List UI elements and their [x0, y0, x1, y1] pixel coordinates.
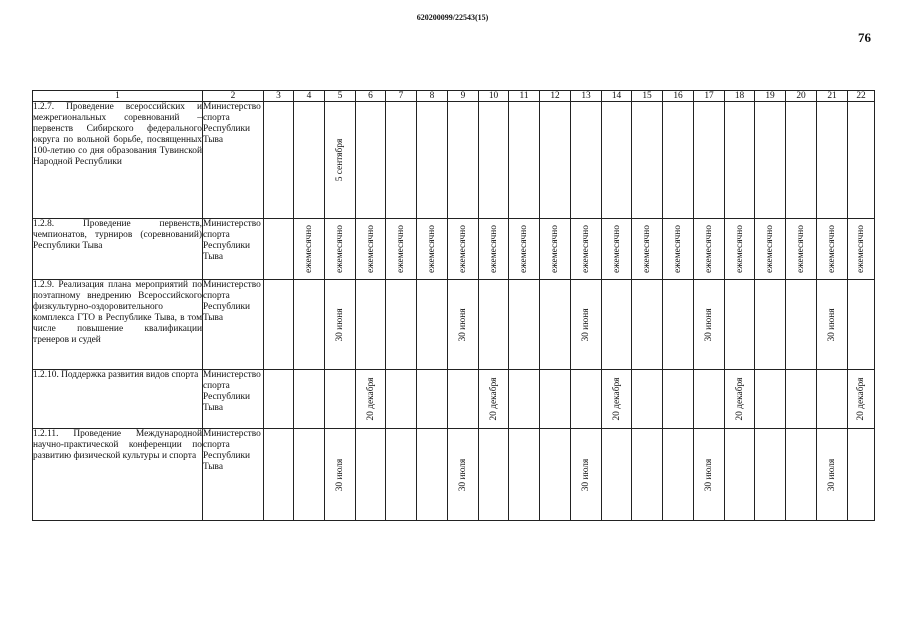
schedule-cell	[663, 280, 694, 370]
deadline-mark: 20 декабря	[734, 377, 745, 421]
schedule-cell	[694, 102, 725, 219]
schedule-cell	[848, 219, 875, 280]
schedule-cell	[264, 102, 294, 219]
activity-description: 1.2.11. Проведение Международной научно-практической конференции по развитию физической культуры и спорта	[33, 429, 203, 521]
schedule-cell	[786, 102, 817, 219]
schedule-cell	[817, 429, 848, 521]
deadline-mark: ежемесячно	[550, 225, 560, 273]
schedule-cell	[417, 102, 448, 219]
schedule-cell	[694, 370, 725, 429]
column-number: 18	[725, 91, 755, 102]
schedule-cell	[755, 219, 786, 280]
schedule-cell	[786, 429, 817, 521]
activity-description: 1.2.8. Проведение первенств, чемпионатов, турниров (соревнований) Республики Тыва	[33, 219, 203, 280]
table-row	[33, 280, 875, 370]
schedule-cell	[264, 370, 294, 429]
schedule-cell	[848, 102, 875, 219]
schedule-cell	[663, 429, 694, 521]
schedule-cell	[694, 280, 725, 370]
schedule-cell	[632, 280, 663, 370]
deadline-mark: ежемесячно	[335, 225, 345, 273]
schedule-cell	[848, 280, 875, 370]
deadline-mark: ежемесячно	[488, 225, 499, 273]
deadline-mark: ежемесячно	[304, 225, 314, 273]
schedule-cell	[509, 219, 540, 280]
schedule-cell	[571, 219, 602, 280]
deadline-mark: 20 декабря	[611, 377, 622, 421]
deadline-mark: 30 июля	[827, 458, 837, 491]
schedule-cell	[386, 429, 417, 521]
schedule-cell	[540, 102, 571, 219]
document-id: 620200099/22543(15)	[416, 13, 489, 22]
schedule-cell	[294, 429, 325, 521]
column-number: 7	[386, 91, 417, 102]
schedule-cell	[294, 370, 325, 429]
schedule-cell	[817, 219, 848, 280]
deadline-mark: 5 сентября	[335, 138, 345, 182]
deadline-mark: 30 июля	[458, 458, 468, 491]
schedule-cell	[602, 429, 632, 521]
schedule-cell	[509, 102, 540, 219]
schedule-cell	[848, 370, 875, 429]
deadline-mark: ежемесячно	[581, 225, 591, 273]
schedule-cell	[448, 280, 479, 370]
schedule-cell	[509, 370, 540, 429]
schedule-cell	[479, 429, 509, 521]
column-number: 17	[694, 91, 725, 102]
schedule-cell	[294, 280, 325, 370]
plan-table	[32, 90, 875, 521]
schedule-cell	[725, 429, 755, 521]
schedule-cell	[602, 280, 632, 370]
schedule-cell	[571, 280, 602, 370]
activity-description: 1.2.10. Поддержка развития видов спорта	[33, 370, 203, 429]
schedule-cell	[755, 429, 786, 521]
column-number: 12	[540, 91, 571, 102]
schedule-cell	[571, 370, 602, 429]
schedule-cell	[602, 102, 632, 219]
schedule-cell	[356, 219, 386, 280]
deadline-mark: ежемесячно	[642, 225, 652, 273]
schedule-cell	[509, 280, 540, 370]
column-number: 1	[33, 91, 203, 102]
schedule-cell	[602, 370, 632, 429]
schedule-cell	[325, 370, 356, 429]
schedule-cell	[417, 429, 448, 521]
schedule-cell	[386, 280, 417, 370]
schedule-cell	[479, 370, 509, 429]
deadline-mark: 20 декабря	[488, 377, 499, 421]
deadline-mark: ежемесячно	[704, 225, 714, 273]
schedule-cell	[386, 219, 417, 280]
deadline-mark: 20 декабря	[856, 377, 866, 421]
deadline-mark: ежемесячно	[611, 225, 622, 273]
page-number: 76	[858, 30, 871, 45]
executor: Министерство спорта Республики Тыва	[203, 280, 264, 370]
column-number: 21	[817, 91, 848, 102]
deadline-mark: 30 июня	[335, 307, 345, 342]
schedule-cell	[386, 370, 417, 429]
schedule-cell	[356, 429, 386, 521]
schedule-cell	[694, 429, 725, 521]
schedule-cell	[540, 280, 571, 370]
deadline-mark: 30 июня	[827, 307, 837, 342]
column-number: 6	[356, 91, 386, 102]
schedule-cell	[417, 370, 448, 429]
schedule-cell	[264, 219, 294, 280]
schedule-cell	[725, 280, 755, 370]
schedule-cell	[848, 429, 875, 521]
schedule-cell	[417, 280, 448, 370]
table-row	[33, 370, 875, 429]
column-number: 15	[632, 91, 663, 102]
deadline-mark: ежемесячно	[519, 225, 529, 273]
deadline-mark: ежемесячно	[365, 225, 376, 273]
schedule-cell	[632, 370, 663, 429]
column-number-row	[33, 91, 875, 102]
schedule-cell	[264, 280, 294, 370]
schedule-cell	[786, 280, 817, 370]
schedule-cell	[448, 370, 479, 429]
schedule-cell	[264, 429, 294, 521]
schedule-cell	[479, 280, 509, 370]
table-row	[33, 102, 875, 219]
deadline-mark: 30 июля	[335, 458, 345, 491]
deadline-mark: ежемесячно	[427, 225, 437, 273]
schedule-cell	[540, 219, 571, 280]
schedule-cell	[632, 429, 663, 521]
schedule-cell	[509, 429, 540, 521]
schedule-cell	[755, 280, 786, 370]
schedule-cell	[725, 370, 755, 429]
schedule-cell	[817, 370, 848, 429]
column-number: 14	[602, 91, 632, 102]
executor: Министерство спорта Республики Тыва	[203, 370, 264, 429]
column-number: 20	[786, 91, 817, 102]
column-number: 11	[509, 91, 540, 102]
schedule-cell	[725, 219, 755, 280]
schedule-cell	[325, 429, 356, 521]
executor: Министерство спорта Республики Тыва	[203, 102, 264, 219]
column-number: 2	[203, 91, 264, 102]
deadline-mark: 30 июня	[581, 307, 591, 342]
column-number: 16	[663, 91, 694, 102]
schedule-cell	[540, 429, 571, 521]
schedule-cell	[571, 102, 602, 219]
schedule-cell	[786, 219, 817, 280]
deadline-mark: ежемесячно	[458, 225, 468, 273]
deadline-mark: ежемесячно	[796, 225, 806, 273]
column-number: 3	[264, 91, 294, 102]
deadline-mark: ежемесячно	[673, 225, 683, 273]
schedule-cell	[356, 102, 386, 219]
schedule-cell	[325, 102, 356, 219]
deadline-mark: 30 июля	[581, 458, 591, 491]
schedule-cell	[755, 370, 786, 429]
executor: Министерство спорта Республики Тыва	[203, 219, 264, 280]
schedule-cell	[479, 102, 509, 219]
schedule-cell	[325, 280, 356, 370]
schedule-cell	[663, 219, 694, 280]
deadline-mark: ежемесячно	[827, 225, 837, 273]
deadline-mark: ежемесячно	[734, 225, 745, 273]
schedule-cell	[602, 219, 632, 280]
column-number: 4	[294, 91, 325, 102]
schedule-cell	[448, 102, 479, 219]
schedule-cell	[725, 102, 755, 219]
column-number: 13	[571, 91, 602, 102]
schedule-cell	[294, 102, 325, 219]
column-number: 22	[848, 91, 875, 102]
deadline-mark: ежемесячно	[765, 225, 775, 273]
schedule-cell	[694, 219, 725, 280]
schedule-cell	[571, 429, 602, 521]
activity-description: 1.2.9. Реализация плана мероприятий по поэтапному внедрению Всероссийского физкультурно-оздоровительного комплекса ГТО в Республике Тыва, в том числе повышение квалификации тренеров и судей	[33, 280, 203, 370]
activity-description: 1.2.7. Проведение всероссийских и межрегиональных соревнований – первенств Сибирского федерального округа по вольной борьбе, посвященных 100-летию со дня образования Тувинской Народной Республики	[33, 102, 203, 219]
schedule-cell	[448, 219, 479, 280]
schedule-cell	[325, 219, 356, 280]
deadline-mark: 20 декабря	[365, 377, 376, 421]
schedule-cell	[417, 219, 448, 280]
schedule-cell	[663, 102, 694, 219]
deadline-mark: ежемесячно	[396, 225, 406, 273]
deadline-mark: 30 июня	[704, 307, 714, 342]
table-row	[33, 429, 875, 521]
schedule-cell	[817, 102, 848, 219]
schedule-cell	[663, 370, 694, 429]
schedule-cell	[294, 219, 325, 280]
schedule-cell	[448, 429, 479, 521]
deadline-mark: 30 июля	[704, 458, 714, 491]
column-number: 9	[448, 91, 479, 102]
executor: Министерство спорта Республики Тыва	[203, 429, 264, 521]
schedule-cell	[786, 370, 817, 429]
schedule-cell	[632, 102, 663, 219]
schedule-cell	[356, 370, 386, 429]
schedule-cell	[540, 370, 571, 429]
deadline-mark: 30 июня	[458, 307, 468, 342]
column-number: 8	[417, 91, 448, 102]
deadline-mark: ежемесячно	[856, 225, 866, 273]
schedule-cell	[479, 219, 509, 280]
schedule-cell	[356, 280, 386, 370]
column-number: 19	[755, 91, 786, 102]
schedule-cell	[817, 280, 848, 370]
schedule-cell	[632, 219, 663, 280]
column-number: 5	[325, 91, 356, 102]
column-number: 10	[479, 91, 509, 102]
schedule-cell	[386, 102, 417, 219]
schedule-cell	[755, 102, 786, 219]
table-row	[33, 219, 875, 280]
